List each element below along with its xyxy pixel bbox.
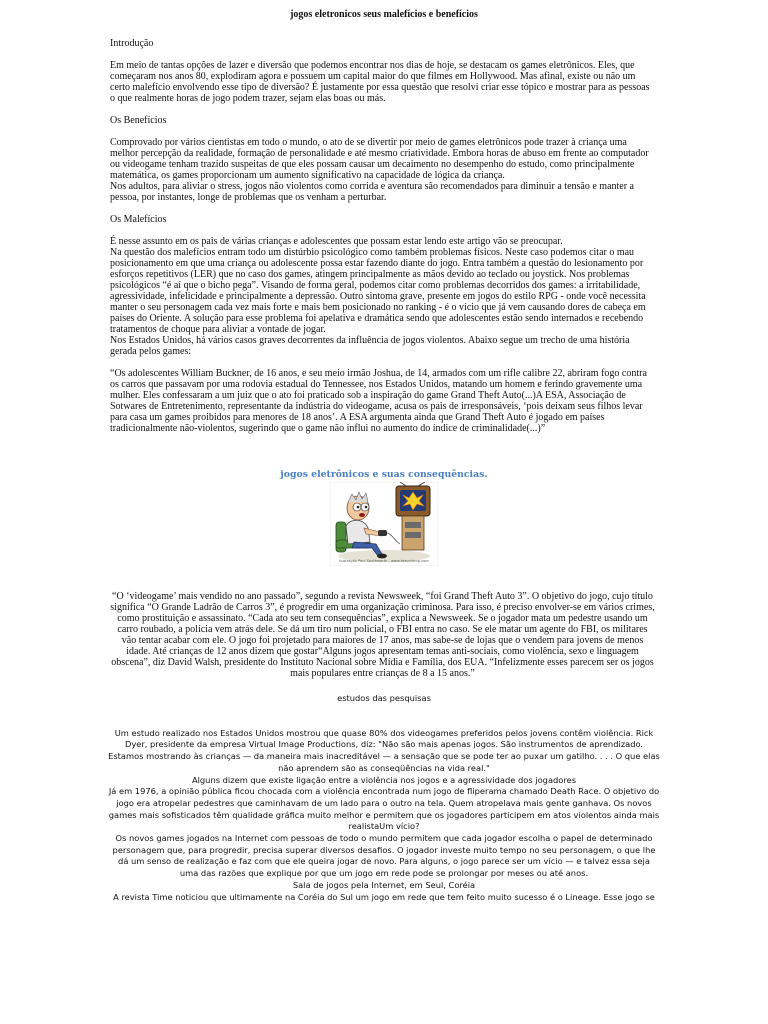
gamer-cartoon-illustration (330, 482, 438, 566)
research-paragraph-2: Alguns dizem que existe ligação entre a violência nos jogos e a agressividade dos jogadores (191, 774, 577, 785)
benefits-paragraph-2: Nos adultos, para aliviar o stress, jogos não violentos como corrida e aventura são recomendados para diminuir a tensão e manter a pessoa, por instantes, longe de problemas que os venham a perturbar. (110, 181, 634, 203)
research-paragraph-1: Um estudo realizado nos Estados Unidos mostrou que quase 80% dos videogames preferidos pelos jovens contêm violência. Rick Dyer, presidente da empresa Virtual Image Productions, diz: "Não são mais apenas jogos. São instrumentos de aprendizado. Estamos mostrando às crianças — da maneira mais inacreditável — a sensação que se pode ter ao puxar um gatilho. . . . O que elas não aprendem são as conseqüências na vida real." (108, 727, 660, 773)
intro-paragraph: Em meio de tantas opções de lazer e diversão que podemos encontrar nos dias de hoje, se destacam os games eletrônicos. Eles, que começaram nos anos 80, explodiram agora e possuem um capital maior do que filmes em Hollywood. Mas afinal, existe ou não um certo malefício envolvendo esse tipo de diversão? É justamente por essa questão que resolvi criar esse tópico e mostrar para as pessoas o que realmente horas de jogo podem trazer, sejam elas boas ou más. (110, 60, 650, 104)
research-heading: estudos das pesquisas (337, 693, 431, 703)
consequences-heading: jogos eletrônicos e suas consequências. (280, 469, 488, 480)
consequences-section (110, 591, 655, 679)
research-photo-caption: Sala de jogos pela Internet, em Seul, Coréia (292, 879, 476, 890)
research-section (108, 693, 660, 903)
document-title: jogos eletronicos seus malefícios e benefícios (290, 9, 478, 20)
research-paragraph-4: Os novos games jogados na Internet com pessoas de todo o mundo permitem que cada jogador escolha o papel de determinado personagem que, para progredir, precisa superar diversos desafios. O jogador investe muito tempo no seu personagem, o que lhe dá um senso de realização e faz com que ele queira jogar de novo. Para alguns, o jogo parece ser um vício — e talvez essa seja uma das razões que explique por que um jogo em rede pode se prolongar por meses ou até anos. (112, 833, 656, 879)
research-paragraph-3: Já em 1976, a opinião pública ficou chocada com a violência encontrada num jogo de fliperama chamado Death Race. O objetivo do jogo era atropelar pedestres que caminhavam de um lado para o outro na tela. Quem atropelava mais gente ganhava. Os novos games mais sofisticados têm qualidade gráfica muito melhor e permitem que os jogadores participem em atos violentos ainda mais realistaUm vício? (108, 786, 660, 832)
harms-paragraph-1: É nesse assunto em os pais de várias crianças e adolescentes que possam estar lendo este artigo vão se preocupar. (110, 236, 563, 247)
text-section-main (110, 38, 655, 434)
harms-heading: Os Malefícios (110, 214, 167, 225)
intro-heading: Introdução (110, 38, 154, 49)
image-credit: Ilustração Paul Southworth - www.keezylamp.com (339, 559, 429, 563)
harms-quote: “Os adolescentes William Buckner, de 16 anos, e seu meio irmão Joshua, de 14, armados com um rifle calibre 22, abriram fogo contra os carros que passavam por uma rodovia estadual do Tennessee, nos Estados Unidos, matando um homem e ferindo gravemente uma mulher. Eles confessaram a um juiz que o ato foi praticado sob a inspiração do game Grand Theft Auto(...)A ESA, Associação de Sotwares de Entretenimento, representante da indústria do videogame, acusa os pais de irresponsáveis, ‘pois deixam seus filhos levar para casa um games proibidos para menores de 18 anos’. A ESA argumenta ainda que Grand Theft Auto é jogado em países tradicionalmente não-violentos, sugerindo que o game não influi no aumento do índice de criminalidade(...)” (110, 368, 647, 434)
harms-paragraph-2: Na questão dos malefícios entram todo um distúrbio psicológico como também problemas físicos. Neste caso podemos citar o mau posicionamento em que uma criança ou adolescente possa estar fazendo diante do jogo. Entra também a questão do lesionamento por esforços repetitivos (LER) que no caso dos games, atingem principalmente as mãos devido ao teclado ou joystick. Nos problemas psicológicos “é aí que o bicho pega”. Visando de forma geral, podemos citar como problemas decorridos dos games: a irritabilidade, agressividade, infelicidade e principalmente a depressão. Outro sintoma grave, presente em jogos do estilo RPG - onde você necessita manter o seu personagem cada vez mais forte e mais bem posicionado no ranking - é o vício que já vem causando dores de cabeça em países do Oriente. A solução para esse problema foi apelativa e dramática sendo que adolescentes estão sendo internados e recebendo tratamentos de choque para aliviar a vontade de jogar. (110, 247, 646, 335)
benefits-paragraph-1: Comprovado por vários cientistas em todo o mundo, o ato de se divertir por meio de games eletrônicos pode trazer à criança uma melhor percepção da realidade, formação de personalidade e até mesmo criatividade. Embora horas de abuso em frente ao computador ou videogame tenham trazido suspeitas de que eles possam causar um decaimento no desempenho do estudo, como principalmente matemática, os games proporcionam um aumento significativo na capacidade de lógica da criança. (110, 137, 649, 181)
harms-paragraph-3: Nos Estados Unidos, há vários casos graves decorrentes da influência de jogos violentos. Abaixo segue um trecho de uma história gerada pelos games: (110, 335, 630, 357)
research-paragraph-5: A revista Time noticiou que ultimamente na Coréia do Sul um jogo em rede que tem feito muito sucesso é o Lineage. Esse jogo se (113, 891, 655, 902)
benefits-heading: Os Benefícios (110, 115, 167, 126)
consequences-paragraph: “O ‘videogame’ mais vendido no ano passado”, segundo a revista Newsweek, “foi Grand Theft Auto 3”. O objetivo do jogo, cujo título significa “O Grande Ladrão de Carros 3”, é progredir em uma organização criminosa. Para isso, é preciso envolver-se em vários crimes, como prostituição e assassinato. “Cada ato seu tem consequências”, explica a Newsweek. Se o jogador mata um pedestre usando um carro roubado, a polícia vem atrás dele. Se dá um tiro num policial, o FBI entra no caso. Se ele matar um agente do FBI, os militares vão tentar acabar com ele. O jogo foi projetado para maiores de 17 anos, mas sabe-se de lojas que o vendem para jovens de menos idade. Até crianças de 12 anos dizem que gostar“Alguns jogos apresentam temas anti-sociais, como violência, sexo e linguagem obscena”, diz David Walsh, presidente do Instituto Nacional sobre Mídia e Família, dos EUA. “Infelizmente esses parecem ser os jogos mais populares entre crianças de 8 a 15 anos.” (110, 591, 655, 679)
